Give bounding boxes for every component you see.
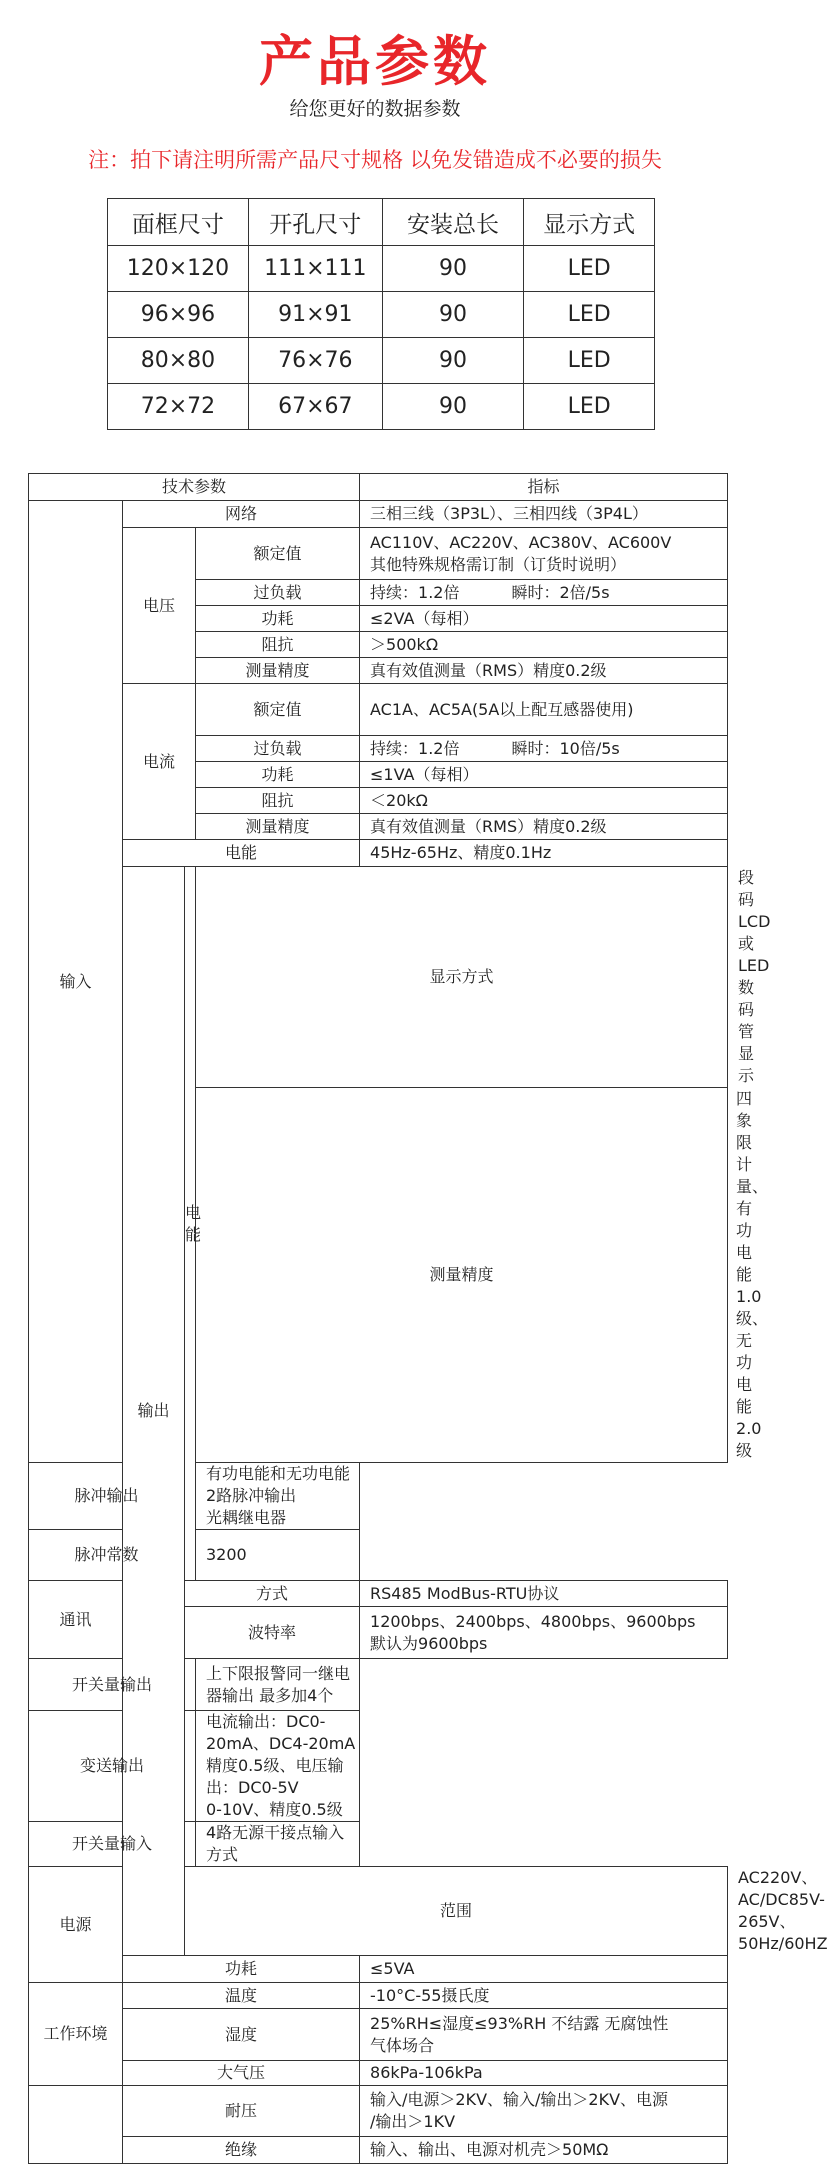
param-name: 功耗 (196, 606, 360, 632)
spec-header-row (29, 474, 728, 501)
table-row: 电源 范围 AC220V、AC/DC85V-265V、50Hz/60HZ (29, 1867, 728, 1956)
group-power-label: 电源 (29, 1867, 123, 1983)
table-row (29, 1983, 728, 2009)
install-length-cell: 90 (382, 246, 524, 292)
param-value-line: 其他特殊规格需订制（订货时说明） (370, 554, 627, 574)
param-name: 额定值 (196, 528, 360, 580)
param-value: ≤2VA（每相） (360, 606, 728, 632)
param-name: 测量精度 (196, 814, 360, 840)
param-name: 额定值 (196, 684, 360, 736)
param-name: 波特率 (185, 1607, 360, 1659)
table-row (29, 528, 728, 580)
table-row (108, 338, 655, 384)
table-row (29, 1463, 728, 1530)
param-value (360, 1607, 728, 1659)
param-name: 绝缘 (123, 2137, 360, 2164)
group-output-label: 输出 (123, 867, 185, 1956)
param-name: 大气压 (123, 2061, 360, 2086)
param-value-line: 光耦继电器 (206, 1508, 287, 1527)
param-name: 温度 (123, 1983, 360, 2009)
param-value (360, 528, 728, 580)
param-name: 功耗 (196, 762, 360, 788)
table-row (108, 384, 655, 430)
param-value: 真有效值测量（RMS）精度0.2级 (360, 814, 728, 840)
param-value (360, 2086, 728, 2137)
param-value-line: 1200bps、2400bps、4800bps、9600bps (370, 1611, 696, 1631)
param-value: ≤5VA (360, 1956, 728, 1983)
table-row (29, 1956, 728, 1983)
param-name: 方式 (185, 1581, 360, 1607)
header-index: 指标 (360, 474, 728, 501)
table-row (29, 2086, 728, 2137)
header-tech-param: 技术参数 (29, 474, 360, 501)
table-row (29, 2061, 728, 2086)
group-safety-label (29, 2086, 123, 2164)
param-value: 上下限报警同一继电器输出 最多加4个 (196, 1659, 360, 1711)
page-subtitle: 给您更好的数据参数 (289, 98, 461, 120)
param-name: 测量精度 (196, 1088, 728, 1463)
param-value: 4路无源干接点输入方式 (196, 1822, 360, 1867)
group-voltage-label: 电压 (123, 528, 196, 684)
table-row (29, 1530, 728, 1581)
table-row (29, 1659, 728, 1711)
table-row (29, 1711, 728, 1822)
cutout-size-cell: 76×76 (248, 338, 382, 384)
param-name: 功耗 (123, 1956, 360, 1983)
frame-size-cell: 96×96 (108, 292, 249, 338)
param-value-line: 0-10V、精度0.5级 (206, 1800, 343, 1819)
param-value (196, 1711, 360, 1822)
display-type-cell: LED (524, 384, 655, 430)
table-row (29, 501, 728, 528)
param-value: 45Hz-65Hz、精度0.1Hz (360, 840, 728, 867)
install-length-cell: 90 (382, 338, 524, 384)
param-name: 开关量输入 (29, 1822, 196, 1867)
overload-continuous: 持续：1.2倍 (370, 582, 460, 602)
overload-instant: 瞬时：2倍/5s (511, 582, 610, 602)
param-value: ＜20kΩ (360, 788, 728, 814)
header-display-type: 显示方式 (524, 199, 655, 246)
cutout-size-cell: 111×111 (248, 246, 382, 292)
param-name: 脉冲输出 (29, 1463, 185, 1530)
param-value (360, 580, 728, 606)
param-value-line: 气体场合 (370, 2035, 435, 2055)
group-comm-label: 通讯 (29, 1581, 123, 1659)
install-length-cell: 90 (382, 384, 524, 430)
param-name: 过负载 (196, 580, 360, 606)
param-name: 网络 (123, 501, 360, 528)
overload-continuous: 持续：1.2倍 (370, 738, 460, 758)
param-value: 3200 (196, 1530, 360, 1581)
header-cutout-size: 开孔尺寸 (248, 199, 382, 246)
param-value: 三相三线（3P3L）、三相四线（3P4L） (360, 501, 728, 528)
param-value (360, 736, 728, 762)
header-frame-size: 面框尺寸 (108, 199, 249, 246)
param-value: ≤1VA（每相） (360, 762, 728, 788)
param-name: 耐压 (123, 2086, 360, 2137)
param-value: ＞500kΩ (360, 632, 728, 658)
param-name: 变送输出 (29, 1711, 196, 1822)
param-value: AC1A、AC5A(5A以上配互感器使用) (360, 684, 728, 736)
param-value-line: 默认为9600bps (370, 1633, 488, 1653)
param-name: 显示方式 (196, 867, 728, 1088)
display-type-cell: LED (524, 292, 655, 338)
param-name: 过负载 (196, 736, 360, 762)
overload-instant: 瞬时：10倍/5s (511, 738, 620, 758)
table-row: 输出 电能 显示方式 段码LCD或LED数码管显示 (29, 867, 728, 1088)
param-value: RS485 ModBus-RTU协议 (360, 1581, 728, 1607)
param-value-line: /输出＞1KV (370, 2112, 456, 2131)
spec-table (28, 473, 828, 2164)
param-value-line: 25%RH≤湿度≤93%RH 不结露 无腐蚀性 (370, 2013, 669, 2033)
table-row (29, 1822, 728, 1867)
header-install-length: 安装总长 (382, 199, 524, 246)
table-row (29, 684, 728, 736)
param-value-line: 电流输出：DC0-20mA、DC4-20mA (206, 1712, 356, 1753)
param-name: 电能 (123, 840, 360, 867)
param-value: 86kPa-106kPa (360, 2061, 728, 2086)
param-name: 阻抗 (196, 632, 360, 658)
param-value (360, 2009, 728, 2061)
display-type-cell: LED (524, 338, 655, 384)
display-type-cell: LED (524, 246, 655, 292)
table-row (29, 2009, 728, 2061)
table-row: 测量精度 四象限计量、有功电能1.0级、无功电能2.0级 (29, 1088, 728, 1463)
table-row (29, 840, 728, 867)
group-input-label: 输入 (29, 501, 123, 1463)
frame-size-cell: 120×120 (108, 246, 249, 292)
cutout-size-cell: 67×67 (248, 384, 382, 430)
param-value: 真有效值测量（RMS）精度0.2级 (360, 658, 728, 684)
param-value (196, 1463, 360, 1530)
param-name: 开关量输出 (29, 1659, 196, 1711)
group-current-label: 电流 (123, 684, 196, 840)
order-note: 注：拍下请注明所需产品尺寸规格 以免发错造成不必要的损失 (88, 148, 662, 172)
table-row (29, 2137, 728, 2164)
param-name: 湿度 (123, 2009, 360, 2061)
group-energy-label: 电能 (185, 867, 196, 1581)
param-value: -10°C-55摄氏度 (360, 1983, 728, 2009)
param-value-line: AC110V、AC220V、AC380V、AC600V (370, 532, 672, 552)
param-value-line: 精度0.5级、电压输出：DC0-5V (206, 1756, 344, 1797)
param-name: 范围 (185, 1867, 728, 1956)
param-name: 脉冲常数 (29, 1530, 185, 1581)
page-title: 产品参数 (259, 30, 491, 93)
group-env-label: 工作环境 (29, 1983, 123, 2086)
table-row (108, 246, 655, 292)
cutout-size-cell: 91×91 (248, 292, 382, 338)
param-value-line: 有功电能和无功电能2路脉冲输出 (206, 1464, 351, 1505)
param-name: 阻抗 (196, 788, 360, 814)
param-value: 输入、输出、电源对机壳＞50MΩ (360, 2137, 728, 2164)
size-table-header-row (108, 199, 655, 246)
install-length-cell: 90 (382, 292, 524, 338)
table-row (108, 292, 655, 338)
frame-size-cell: 72×72 (108, 384, 249, 430)
frame-size-cell: 80×80 (108, 338, 249, 384)
param-name: 测量精度 (196, 658, 360, 684)
size-table (107, 198, 655, 430)
param-value-line: 输入/电源＞2KV、输入/输出＞2KV、电源 (370, 2090, 669, 2109)
